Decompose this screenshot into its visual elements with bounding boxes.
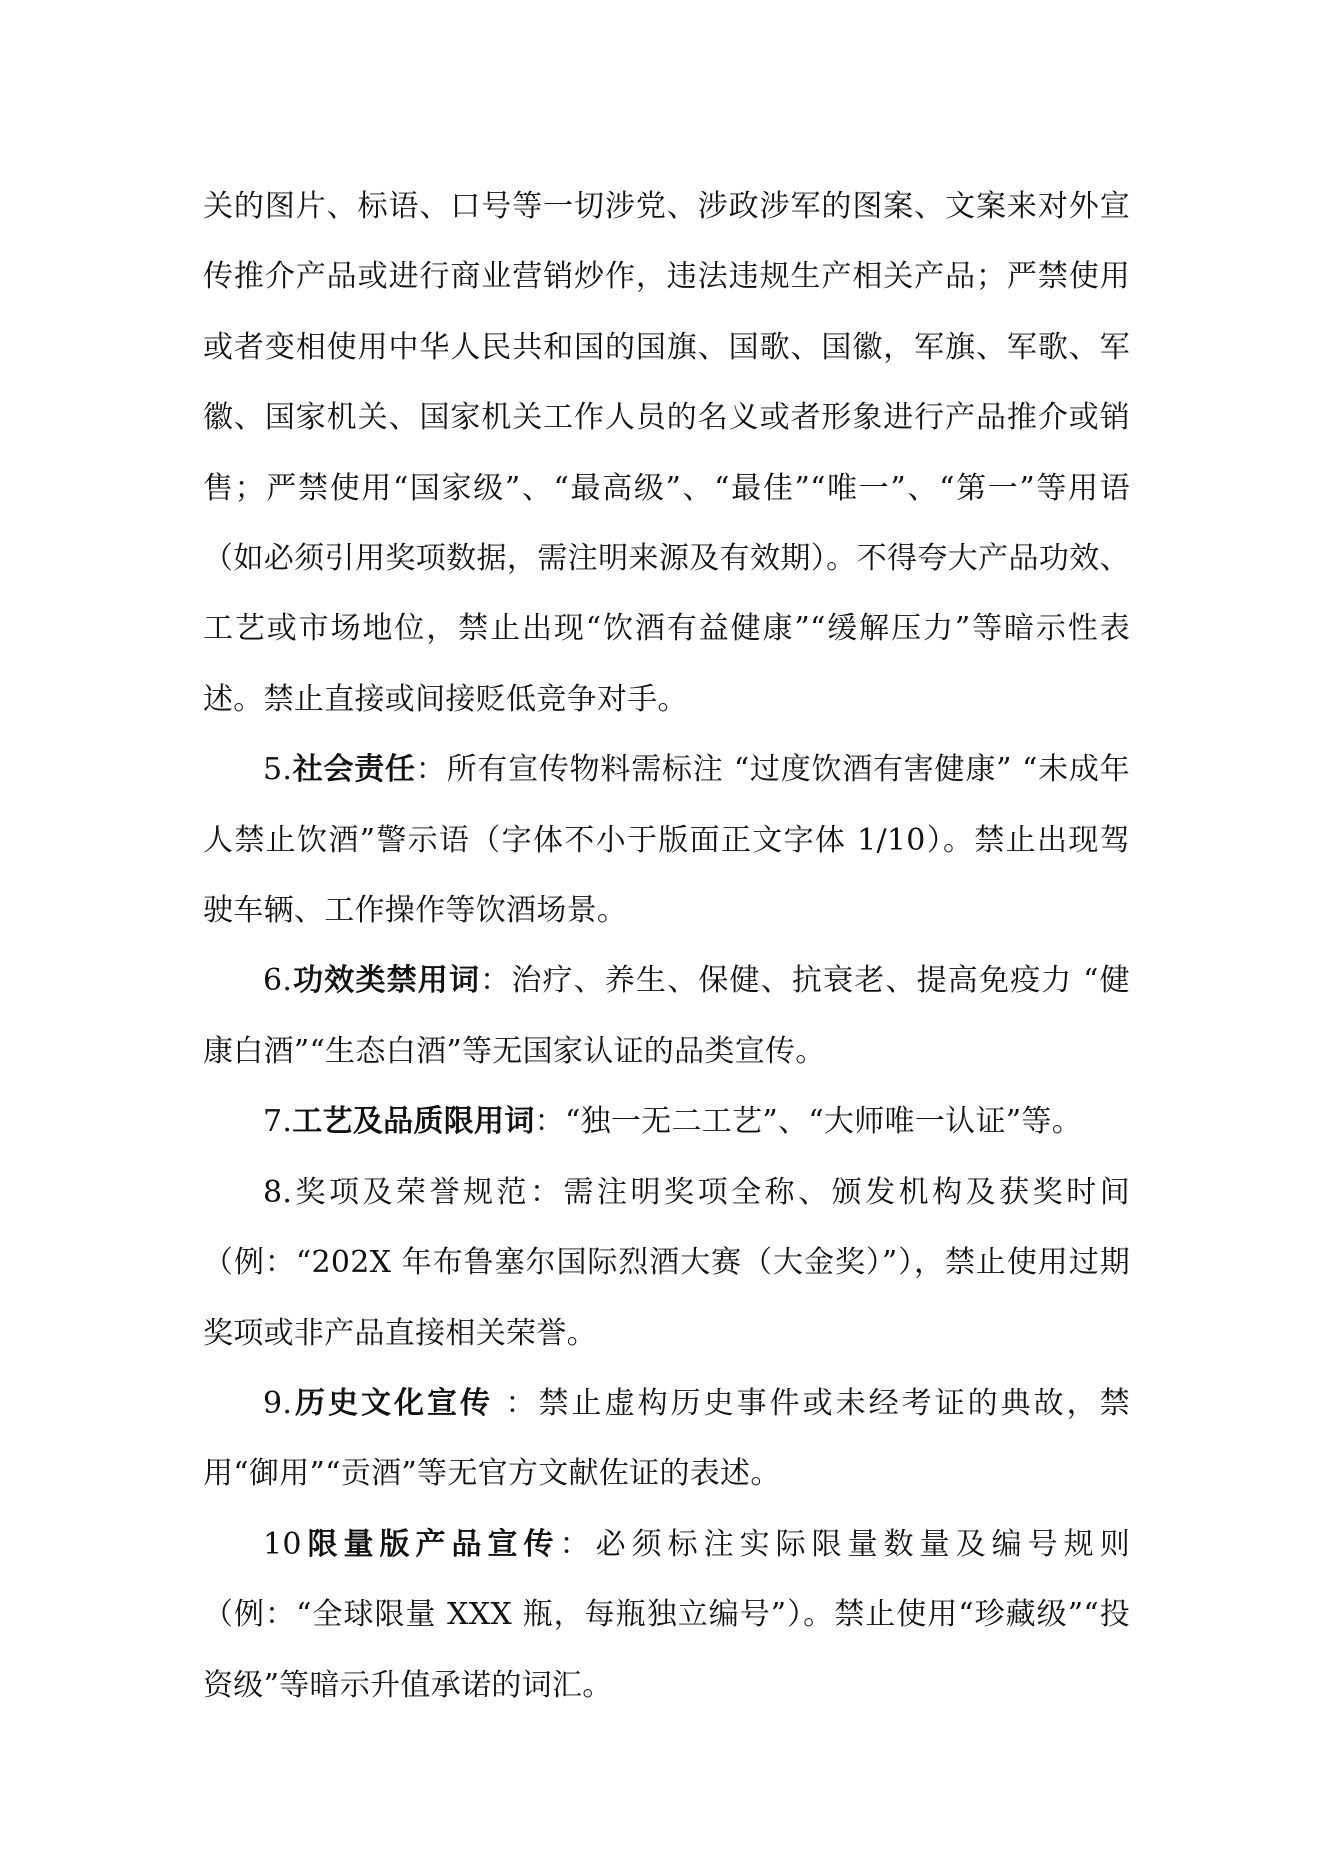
paragraph-item-6 [203, 946, 1130, 1087]
paragraph-item-9 [203, 1369, 1130, 1510]
paragraph-item-5 [203, 735, 1130, 946]
paragraph-text: ：禁止虚构历史事件或未经考证的典故，禁用“御用”“贡酒”等无官方文献佐证的表述。 [203, 1385, 1130, 1492]
paragraph-text: 关的图片、标语、口号等一切涉党、涉政涉军的图案、文案来对外宣传推介产品或进行商业营销炒作，违法违规生产相关产品；严禁使用或者变相使用中华人民共和国的国旗、国歌、国徽，军旗、军歌、军徽、国家机关、国家机关工作人员的名义或者形象进行产品推介或销售；严禁使用“国家级”、“最高级”、“最佳”“唯一”、“第一”等用语（如必须引用奖项数据，需注明来源及有效期）。不得夸大产品功效、工艺或市场地位，禁止出现“饮酒有益健康”“缓解压力”等暗示性表述。禁止直接或间接贬低竞争对手。 [203, 189, 1130, 717]
paragraph-text: ：治疗、养生、保健、抗衰老、提高免疫力 “健康白酒”“生态白酒”等无国家认证的品类宣传。 [203, 963, 1130, 1069]
item-number: 10 [263, 1526, 302, 1562]
item-number: 7. [263, 1104, 293, 1140]
item-number: 6. [263, 963, 293, 999]
item-number: 5. [263, 752, 293, 788]
document-body [203, 172, 1130, 1721]
item-heading: 历史文化宣传 [292, 1385, 493, 1421]
paragraph-item-7 [203, 1087, 1130, 1157]
paragraph-text: ：“独一无二工艺”、“大师唯一认证”等。 [534, 1104, 1082, 1140]
paragraph-item-10 [203, 1510, 1130, 1721]
paragraph-text: ：必须标注实际限量数量及编号规则（例：“全球限量 XXX 瓶，每瓶独立编号”）。禁止使用“珍藏级”“投资级”等暗示升值承诺的词汇。 [203, 1526, 1130, 1703]
paragraph-continuation [203, 172, 1130, 735]
item-heading: 工艺及品质限用词 [292, 1104, 535, 1140]
paragraph-text: ：所有宣传物料需标注 “过度饮酒有害健康” “未成年人禁止饮酒”警示语（字体不小于版面正文字体 1/10）。禁止出现驾驶车辆、工作操作等饮酒场景。 [203, 752, 1130, 929]
paragraph-item-8 [203, 1158, 1130, 1369]
paragraph-text: 奖项及荣誉规范：需注明奖项全称、颁发机构及获奖时间（例：“202X 年布鲁塞尔国际烈酒大赛（大金奖）”），禁止使用过期奖项或非产品直接相关荣誉。 [203, 1174, 1130, 1351]
item-heading: 社会责任 [292, 752, 416, 788]
item-number: 8. [263, 1174, 293, 1210]
item-heading: 功效类禁用词 [292, 963, 481, 999]
item-number: 9. [263, 1385, 293, 1421]
item-heading: 限量版产品宣传 [301, 1526, 560, 1562]
